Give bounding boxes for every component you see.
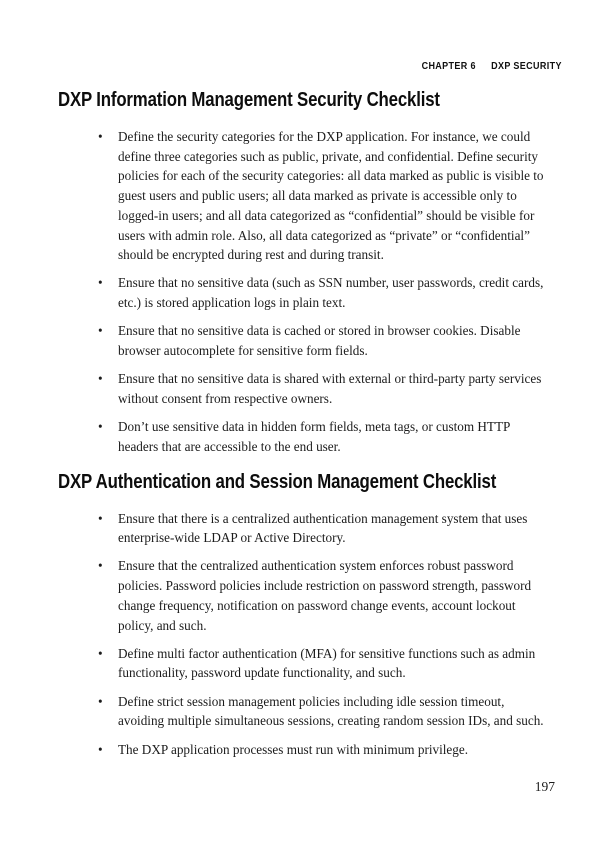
running-head (422, 61, 562, 72)
page-number: 197 (534, 779, 555, 794)
list-item: • Ensure that there is a centralized authentication management system that uses enterprise-wide LDAP or Active Directory. (58, 509, 548, 548)
checklist-information-management (58, 127, 548, 457)
list-item: • Define multi factor authentication (MFA) for sensitive functions such as admin functionality, password update functionality, and such. (58, 644, 548, 683)
checklist-authentication-session (58, 509, 548, 760)
list-item: • Ensure that no sensitive data is shared with external or third-party party services without consent from respective owners. (58, 369, 548, 408)
running-head-book-title: DXP SECURITY (491, 61, 562, 72)
list-item: • Define strict session management policies including idle session timeout, avoiding multiple simultaneous sessions, creating random session IDs, and such. (58, 692, 548, 731)
list-item: • The DXP application processes must run with minimum privilege. (58, 740, 548, 760)
section-title-authentication-session: DXP Authentication and Session Management Checklist (58, 469, 497, 493)
list-item: • Ensure that the centralized authentication system enforces robust password policies. Password policies include restriction on password strength, password change frequency, notification on password change events, account lockout policy, and such. (58, 556, 548, 635)
list-item: • Don’t use sensitive data in hidden form fields, meta tags, or custom HTTP headers that are accessible to the end user. (58, 417, 548, 456)
list-item: • Ensure that no sensitive data (such as SSN number, user passwords, credit cards, etc.) is stored application logs in plain text. (58, 273, 548, 312)
section-title-information-management: DXP Information Management Security Checklist (58, 88, 440, 111)
page-content (58, 88, 548, 768)
running-head-chapter: CHAPTER 6 (421, 61, 477, 72)
list-item: • Ensure that no sensitive data is cached or stored in browser cookies. Disable browser autocomplete for sensitive form fields. (58, 321, 548, 360)
list-item: • Define the security categories for the DXP application. For instance, we could define three categories such as public, private, and confidential. Define security policies for each of the security categories: all data marked as public is visible to guest users and public users; all data marked as private is accessible only to logged-in users; and all data categorized as “confidential” should be visible for users with admin role. Also, all data categorized as “private” or “confidential” should be encrypted during rest and during transit. (58, 127, 548, 265)
